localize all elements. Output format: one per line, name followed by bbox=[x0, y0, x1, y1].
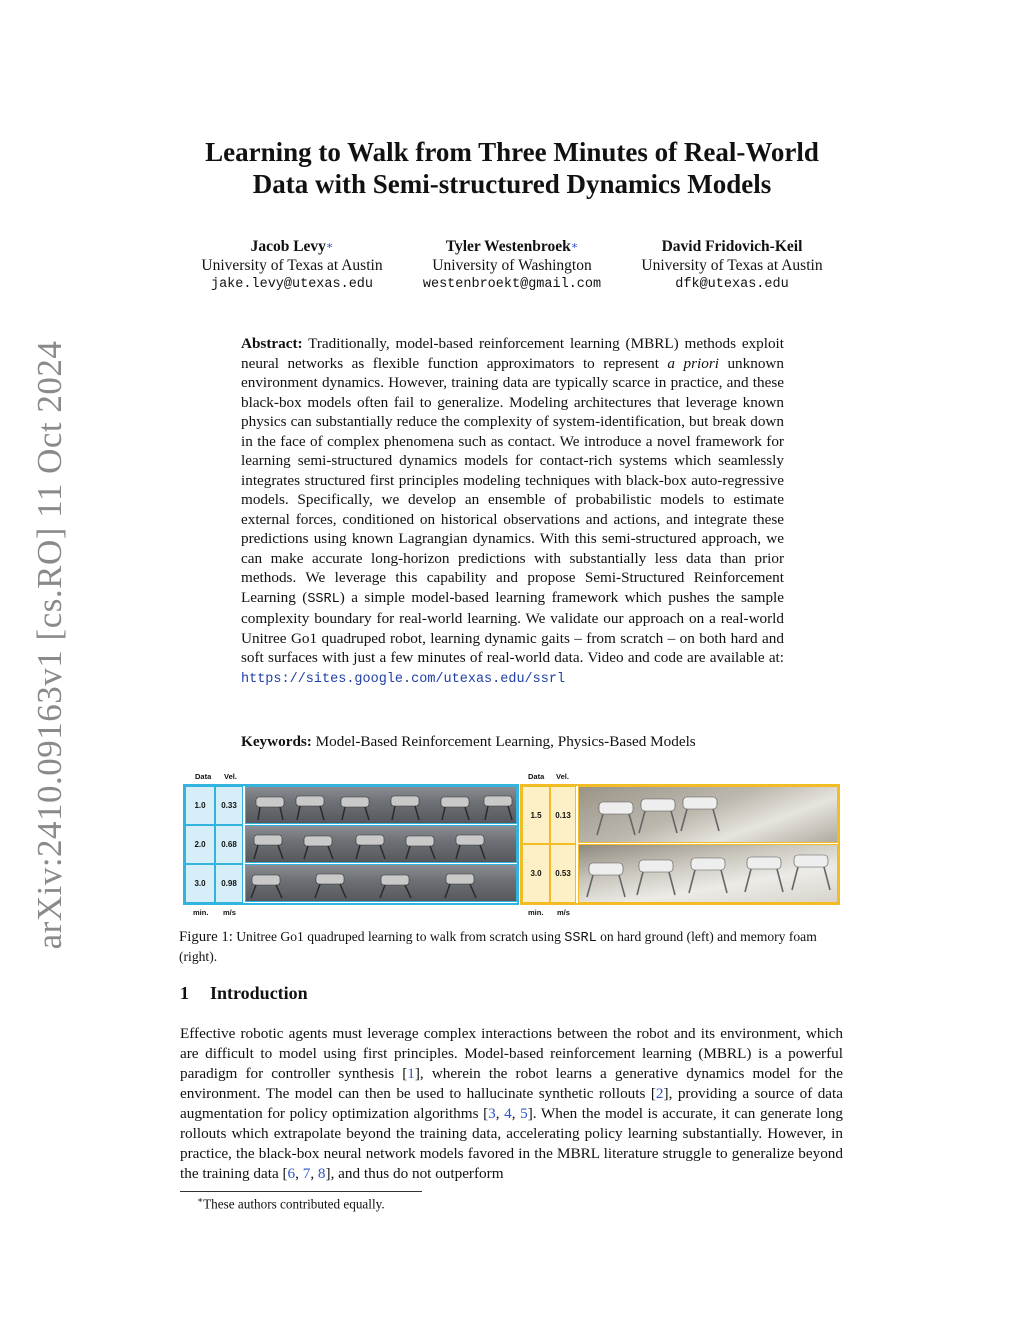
robot-gait-silhouettes bbox=[246, 865, 517, 902]
citation-link[interactable]: 3 bbox=[488, 1105, 496, 1122]
robot-gait-silhouettes bbox=[246, 826, 517, 863]
robot-foam-photo bbox=[578, 786, 838, 843]
right-header-vel: Vel. bbox=[556, 772, 569, 781]
velocity-cell: 0.98 bbox=[215, 864, 243, 903]
intro-text: Effective robotic agents must leverage complex interactions between the robot and its environment, which are difficult to model using first principles. Model-based reinforcement learning (MBRL) is a powerful paradigm for controller synthesis [ bbox=[180, 1025, 843, 1082]
caption-code: SSRL bbox=[564, 931, 597, 946]
velocity-cell: 0.68 bbox=[215, 825, 243, 864]
author-email: westenbroekt@gmail.com bbox=[422, 277, 602, 292]
left-header-vel: Vel. bbox=[224, 772, 237, 781]
figure-caption bbox=[179, 928, 845, 966]
author-affiliation: University of Washington bbox=[432, 257, 592, 274]
robot-foam-silhouettes bbox=[579, 845, 838, 903]
footnote-rule bbox=[180, 1191, 422, 1192]
citation-link[interactable]: 4 bbox=[504, 1105, 512, 1122]
abstract-text-3: ) a simple model-based learning framework which pushes the sample complexity boundary for real-world learning. We validate our approach on a real-world Unitree Go1 quadruped robot, learning dynamic gaits – from scratch – on both hard and soft surfaces with just a few minutes of real-world data. Video and code are available at: bbox=[241, 588, 785, 666]
abstract-text-1: Traditionally, model-based reinforcement learning (MBRL) methods exploit neural networks as flexible function approximators to represent bbox=[241, 335, 784, 372]
velocity-cell: 0.33 bbox=[215, 786, 243, 825]
robot-foam-photo bbox=[578, 844, 838, 903]
title-line-2: Data with Semi-structured Dynamics Models bbox=[252, 169, 772, 199]
citation-link[interactable]: 8 bbox=[317, 1165, 326, 1182]
velocity-cell: 0.13 bbox=[550, 786, 576, 844]
author-affiliation: University of Texas at Austin bbox=[641, 257, 823, 274]
keywords bbox=[241, 732, 801, 751]
velocity-cell: 0.53 bbox=[550, 844, 576, 903]
project-url-link[interactable]: https://sites.google.com/utexas.edu/ssrl bbox=[241, 671, 566, 687]
robot-gait-silhouettes bbox=[246, 787, 517, 824]
citation-separator: , bbox=[495, 1105, 505, 1122]
citation-link[interactable]: 5 bbox=[520, 1105, 528, 1122]
caption-text-2: on hard ground (left) and memory foam (right). bbox=[179, 929, 817, 964]
hard-ground-panel bbox=[183, 784, 519, 905]
robot-foam-silhouettes bbox=[579, 787, 838, 843]
citation-separator: , bbox=[295, 1165, 303, 1182]
author-email: jake.levy@utexas.edu bbox=[210, 277, 374, 292]
citation-separator: , bbox=[511, 1105, 521, 1122]
abstract-label: Abstract: bbox=[241, 335, 303, 352]
abstract-text-2: unknown environment dynamics. However, training data are typically scarce in practice, and these black-box models often fail to generalize. Modeling architectures that leverage known physics can substantially reduce the complexity of system-identification, but break down in the face of complex phenomena such as contact. We introduce a novel framework for learning semi-structured dynamics models for contact-rich systems which seamlessly integrates structured first principles modeling techniques with black-box auto-regressive models. Specifically, we develop an ensemble of probabilistic models to estimate external forces, conditioned on historical observations and actions, and integrate these predictions using known Lagrangian dynamics. With this semi-structured approach, we can make accurate long-horizon predictions with substantially less data than prior methods. We leverage this capability and propose Semi-Structured Reinforcement Learning ( bbox=[241, 354, 784, 606]
data-cell: 1.5 bbox=[522, 786, 550, 844]
footnote bbox=[197, 1195, 385, 1212]
abstract-code: SSRL bbox=[307, 591, 340, 607]
citation-link[interactable]: 6 bbox=[287, 1165, 296, 1182]
author-email: dfk@utexas.edu bbox=[675, 277, 789, 292]
left-header-data: Data bbox=[195, 772, 212, 781]
data-cell: 1.0 bbox=[185, 786, 215, 825]
section-number: 1 bbox=[180, 983, 189, 1003]
section-heading bbox=[180, 983, 308, 1004]
section-title: Introduction bbox=[210, 983, 308, 1003]
citation-link[interactable]: 2 bbox=[655, 1085, 664, 1102]
right-header-data: Data bbox=[528, 772, 545, 781]
intro-text: ]. When the model is accurate, it can generate long rollouts which extrapolate beyond the training data, accelerating policy learning substantially. However, in practice, the black-box neural network models favored in the MBRL literature struggle to generalize beyond the training data [ bbox=[180, 1105, 844, 1182]
abstract-emphasis: a priori bbox=[667, 354, 719, 372]
author-name: Jacob Levy bbox=[250, 238, 326, 255]
keywords-text: Model-Based Reinforcement Learning, Physics-Based Models bbox=[311, 733, 696, 750]
right-footer-data-unit: min. bbox=[528, 908, 544, 917]
citation-link[interactable]: 7 bbox=[302, 1165, 311, 1182]
abstract bbox=[241, 334, 784, 689]
data-cell: 3.0 bbox=[185, 864, 215, 903]
equal-contribution-mark: ∗ bbox=[570, 240, 579, 252]
citation-separator: , bbox=[310, 1165, 318, 1182]
footnote-mark: ∗ bbox=[197, 1195, 204, 1205]
caption-text-1: Unitree Go1 quadruped learning to walk from scratch using bbox=[232, 929, 565, 944]
memory-foam-panel bbox=[520, 784, 840, 905]
keywords-label: Keywords: bbox=[241, 733, 312, 750]
author-1 bbox=[182, 237, 402, 294]
author-3 bbox=[622, 237, 842, 294]
robot-gait-photo bbox=[245, 825, 517, 863]
arxiv-identifier: arXiv:2410.09163v1 [cs.RO] 11 Oct 2024 bbox=[30, 340, 69, 950]
author-affiliation: University of Texas at Austin bbox=[201, 257, 383, 274]
author-name: Tyler Westenbroek bbox=[445, 238, 571, 255]
intro-text: ], wherein the robot learns a generative dynamics model for the environment. The model can then be used to hallucinate synthetic rollouts [ bbox=[180, 1065, 843, 1102]
robot-gait-photo bbox=[245, 864, 517, 902]
left-footer-data-unit: min. bbox=[193, 908, 209, 917]
data-cell: 2.0 bbox=[185, 825, 215, 864]
right-footer-vel-unit: m/s bbox=[557, 908, 570, 917]
figure-1 bbox=[183, 772, 843, 920]
equal-contribution-mark: ∗ bbox=[325, 240, 334, 252]
author-name: David Fridovich-Keil bbox=[661, 238, 803, 255]
author-block bbox=[182, 237, 842, 297]
intro-text: ], and thus do not outperform bbox=[325, 1165, 504, 1182]
paper-title bbox=[150, 136, 874, 200]
footnote-text: These authors contributed equally. bbox=[203, 1196, 385, 1212]
citation-link[interactable]: 1 bbox=[407, 1065, 415, 1082]
intro-text: ], providing a source of data augmentation for policy optimization algorithms [ bbox=[180, 1085, 843, 1122]
left-footer-vel-unit: m/s bbox=[223, 908, 236, 917]
introduction-paragraph bbox=[180, 1024, 843, 1184]
author-2 bbox=[402, 237, 622, 294]
data-cell: 3.0 bbox=[522, 844, 550, 903]
robot-gait-photo bbox=[245, 786, 517, 824]
caption-label: Figure 1: bbox=[179, 929, 233, 945]
title-line-1: Learning to Walk from Three Minutes of Real-World bbox=[205, 137, 819, 167]
